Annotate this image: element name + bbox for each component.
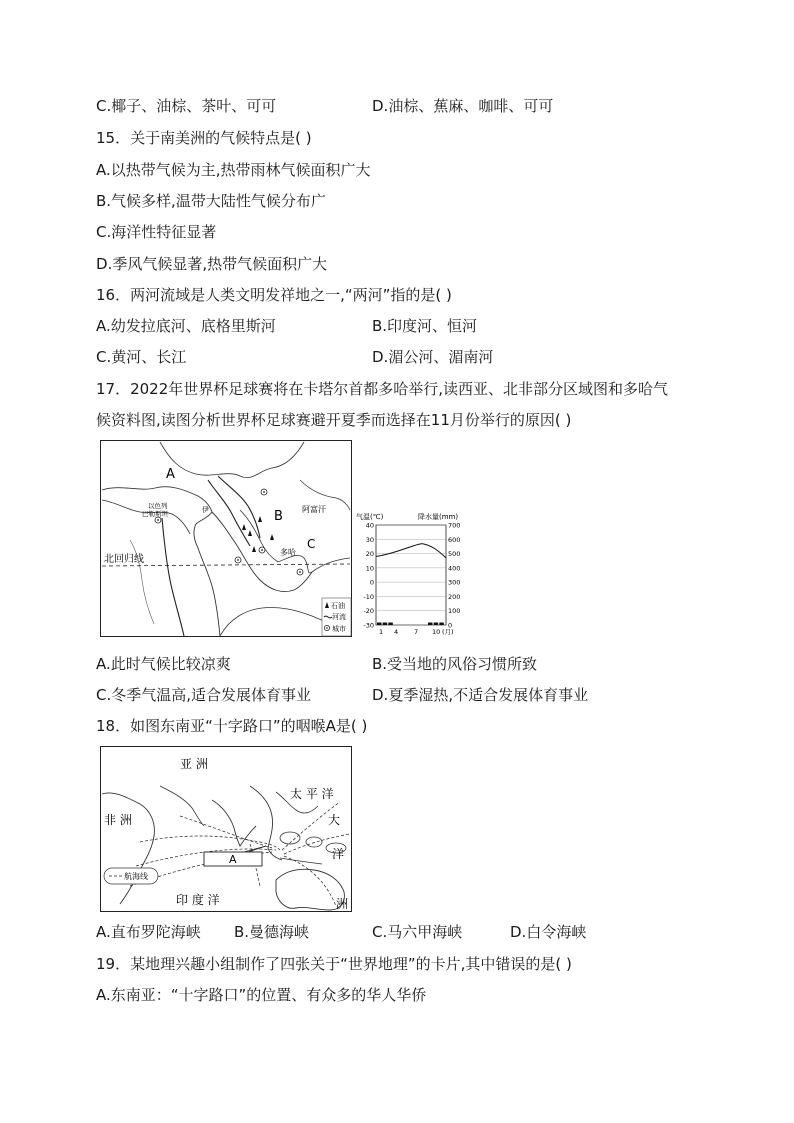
map-label-doha: 多哈	[280, 548, 296, 557]
climate-temp-axis-label: 气温(℃)	[356, 513, 384, 521]
climate-temp-tick: -30	[363, 621, 374, 630]
climate-precip-bar	[428, 623, 433, 626]
climate-precip-tick: 400	[448, 564, 461, 573]
q17-stem-line1: 17．2022年世界杯足球赛将在卡塔尔首都多哈举行,读西亚、北非部分区域图和多哈气	[96, 380, 669, 398]
west-asia-north-africa-map	[100, 440, 352, 637]
q16-option-a: A.幼发拉底河、底格里斯河	[96, 317, 276, 335]
climate-temp-tick: 30	[365, 535, 374, 544]
q18-option-d: D.白令海峡	[510, 923, 587, 941]
legend-city-label: 城市	[332, 625, 346, 633]
map-label-river-text: 伊	[202, 506, 209, 514]
climate-precip-tick: 600	[448, 535, 461, 544]
climate-precip-bar	[377, 623, 382, 626]
q18-stem: 18．如图东南亚“十字路口”的咽喉A是( )	[96, 717, 368, 735]
q14-option-d: D.油棕、蕉麻、咖啡、可可	[372, 97, 554, 115]
q17-option-b: B.受当地的风俗习惯所致	[372, 655, 538, 673]
climate-precip-bar	[439, 623, 444, 626]
q15-option-d: D.季风气候显著,热带气候面积广大	[96, 255, 328, 273]
map-label-tropic: 北回归线	[104, 554, 144, 565]
q15-option-b: B.气候多样,温带大陆性气候分布广	[96, 192, 326, 210]
q18-option-c: C.马六甲海峡	[372, 923, 463, 941]
climate-precip-bar	[434, 623, 439, 626]
q15-stem: 15．关于南美洲的气候特点是( )	[96, 129, 312, 147]
climate-month-tick: 4	[394, 628, 399, 636]
doha-climate-chart	[354, 512, 468, 640]
map-label-pacific: 太 平 洋	[290, 787, 334, 801]
map-label-asia: 亚 洲	[180, 757, 208, 771]
southeast-asia-crossroads-map	[100, 746, 352, 912]
q15-option-a: A.以热带气候为主,热带雨林气候面积广大	[96, 161, 371, 179]
q17-option-a: A.此时气候比较凉爽	[96, 655, 231, 673]
climate-month-tick: 10	[432, 628, 441, 636]
climate-month-tick: (月)	[442, 628, 454, 636]
climate-month-tick: 1	[379, 628, 384, 636]
climate-precip-axis-label: 降水量(mm)	[418, 513, 459, 521]
map-label-africa: 非 洲	[104, 813, 132, 827]
climate-precip-tick: 200	[448, 592, 461, 601]
map-label-a: A	[166, 467, 175, 482]
map-label-da: 大	[328, 813, 341, 827]
map-label-c: C	[307, 537, 316, 551]
map-label-zhou: 洲	[336, 897, 349, 911]
q19-stem: 19．某地理兴趣小组制作了四张关于“世界地理”的卡片,其中错误的是( )	[96, 955, 572, 973]
q18-option-b: B.曼德海峡	[234, 923, 310, 941]
q15-option-c: C.海洋性特征显著	[96, 223, 217, 241]
map-label-israel: 以色列	[148, 502, 168, 510]
climate-month-tick: 7	[414, 628, 419, 636]
legend-oil-label: 石油	[331, 602, 345, 610]
q17-option-c: C.冬季气温高,适合发展体育事业	[96, 686, 312, 704]
climate-temp-tick: 40	[365, 521, 374, 530]
map-label-palestine: 巴勒斯坦	[142, 510, 168, 518]
strait-a-label: A	[229, 853, 237, 866]
route-legend-label: 航海线	[124, 872, 148, 881]
climate-precip-tick: 0	[448, 621, 453, 630]
climate-temp-tick: -10	[363, 592, 374, 601]
climate-temp-tick: 20	[365, 550, 374, 559]
q16-option-b: B.印度河、恒河	[372, 317, 478, 335]
q14-option-c: C.椰子、油棕、茶叶、可可	[96, 97, 277, 115]
legend-river-label: 河流	[332, 613, 346, 621]
climate-temperature-curve	[376, 544, 446, 558]
map-label-indian-ocean: 印 度 洋	[176, 893, 220, 907]
q16-option-c: C.黄河、长江	[96, 348, 187, 366]
map-label-b: B	[274, 509, 283, 524]
climate-precip-tick: 100	[448, 607, 461, 616]
q16-stem: 16．两河流域是人类文明发祥地之一,“两河”指的是( )	[96, 286, 452, 304]
map-label-yang: 洋	[332, 847, 345, 861]
climate-plot-frame	[376, 525, 446, 625]
climate-precip-bar	[388, 623, 393, 626]
climate-temp-tick: 0	[369, 578, 374, 587]
climate-precip-tick: 500	[448, 550, 461, 559]
climate-precip-tick: 300	[448, 578, 461, 587]
q18-option-a: A.直布罗陀海峡	[96, 923, 201, 941]
q16-option-d: D.湄公河、湄南河	[372, 348, 494, 366]
climate-precip-tick: 700	[448, 521, 461, 530]
climate-temp-tick: 10	[365, 564, 374, 573]
climate-temp-tick: -20	[363, 607, 374, 616]
q17-option-d: D.夏季湿热,不适合发展体育事业	[372, 686, 589, 704]
q19-option-a: A.东南亚：“十字路口”的位置、有众多的华人华侨	[96, 986, 427, 1004]
climate-precip-bar	[383, 623, 388, 626]
q17-stem-line2: 候资料图,读图分析世界杯足球赛避开夏季而选择在11月份举行的原因( )	[96, 411, 572, 429]
map-label-afghanistan: 阿富汗	[302, 505, 326, 514]
